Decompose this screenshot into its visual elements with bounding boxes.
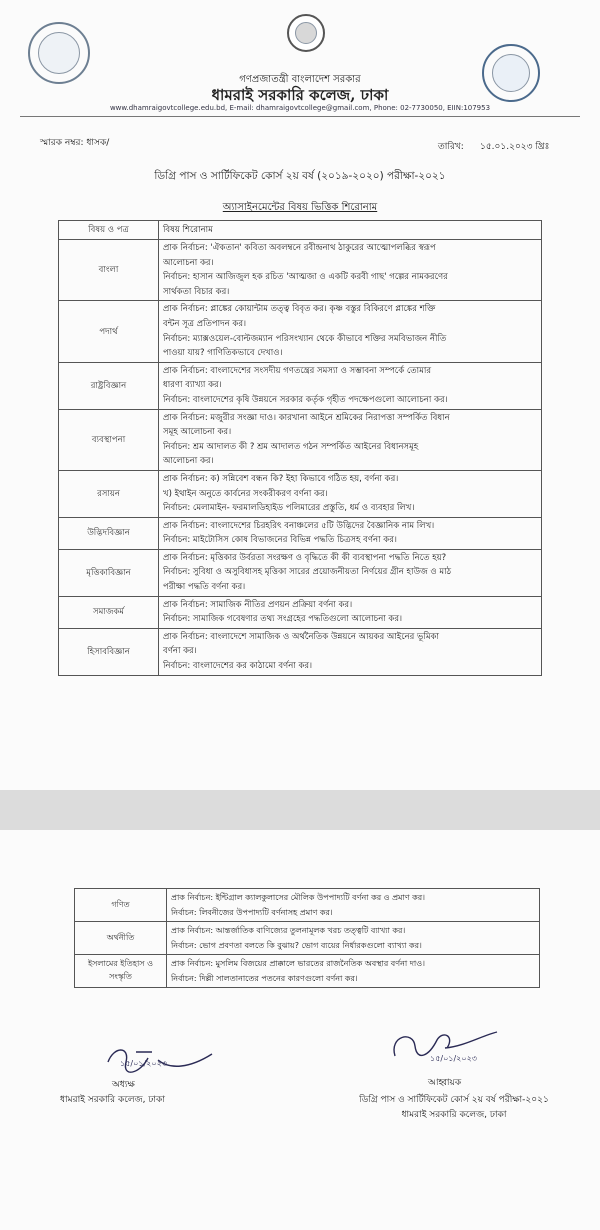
date-label: তারিখ: [438,142,464,152]
principal-title: অধ্যক্ষ [112,1080,135,1090]
table-row [75,889,540,922]
topic-cell [167,922,540,955]
topic-line: প্রাক নির্বাচন: প্লাঙ্কের কোয়ান্টাম তত্ত্ব বিবৃত কর। কৃষ্ণ বস্তুর বিকিরণে প্লাঙ্কের শক্তি [163,304,436,315]
topic-cell [159,301,542,362]
table-row [59,549,542,596]
topic-line: নির্বাচন: বাংলাদেশের কৃষি উন্নয়নে সরকার কর্তৃক গৃহীত পদক্ষেপগুলো আলোচনা কর। [163,394,448,405]
topic-cell [159,517,542,549]
subject-cell: পদার্থ [59,301,159,362]
subject-cell: ইসলামের ইতিহাস ও সংস্কৃতি [75,955,167,988]
page-gap [0,790,600,830]
table-row [59,409,542,470]
topic-cell [159,362,542,409]
topic-line: প্রাক নির্বাচন: 'ঐকতান' কবিতা অবলম্বনে রবীন্দ্রনাথ ঠাকুরের আত্মোপলব্ধির স্বরূপ [163,243,436,253]
subject-cell: গণিত [75,889,167,922]
topic-line: সার্থকতা বিচার কর। [163,286,230,297]
topic-line: খ) ইথাইন অনুতে কার্বনের সংকরীকরণ বর্ণনা কর। [163,488,328,499]
document-page-2 [0,830,600,1230]
principal-sign-date: ১৫/০১/২০২৩ [120,1059,167,1068]
date-value: ১৫.০১.২০২৩ খ্রিঃ [480,142,550,152]
topic-line: বর্ণনা কর। [163,646,197,657]
header-subject: বিষয় ও পত্র [59,221,159,240]
topic-line: প্রাক নির্বাচন: ইন্টিগ্রাল ক্যালকুলাসের মৌলিক উপপাদ্যটি বর্ণনা কর ও প্রমাণ কর। [171,893,426,902]
memo-reference: স্মারক নম্বর: ধাসক/ [40,138,110,148]
table-row [75,922,540,955]
topic-line: নির্বাচন: সামাজিক গবেষণার তথ্য সংগ্রহের পদ্ধতিগুলো আলোচনা কর। [163,614,403,625]
bangladesh-emblem-icon [287,14,325,52]
topic-line: প্রাক নির্বাচন: বাংলাদেশের চিরহরিৎ বনাঞ্চলের ৫টি উদ্ভিদের বৈজ্ঞানিক নাম লিখ। [163,520,435,531]
topic-line: প্রাক নির্বাচন: সামাজিক নীতির প্রণয়ন প্রক্রিয়া বর্ণনা কর। [163,599,353,610]
topic-cell [167,955,540,988]
table-row [59,470,542,517]
topic-cell [159,549,542,596]
subject-cell: হিসাববিজ্ঞান [59,628,159,675]
principal-org: ধামরাই সরকারি কলেজ, ঢাকা [60,1095,165,1105]
topic-line: আলোচনা কর। [163,456,214,467]
subject-cell: উদ্ভিদবিজ্ঞান [59,517,159,549]
convener-title: আহ্বায়ক [428,1078,462,1088]
topic-cell [167,889,540,922]
topic-line: প্রাক নির্বাচন: মুসলিম বিজয়ের প্রাক্কালে ভারতের রাজনৈতিক অবস্থার বর্ণনা দাও। [171,959,425,968]
topic-line: প্রাক নির্বাচন: ক) সন্নিবেশ বন্ধন কি? ইহা কিভাবে গঠিত হয়, বর্ণনা কর। [163,473,399,484]
topic-line: নির্বাচন: লিবনীজের উপপাদ্যটি বর্ণনাসহ প্রমাণ কর। [171,908,333,917]
assignment-table-continued [74,888,540,988]
topic-line: প্রাক নির্বাচন: বাংলাদেশের সংসদীয় গণতন্ত্রের সমস্যা ও সম্ভাবনা সম্পর্কে তোমার [163,365,432,376]
contact-line: www.dhamraigovtcollege.edu.bd, E-mail: dhamraigovtcollege@gmail.com, Phone: 02-7730050, EIIN:107953 [109,104,491,112]
convener-exam-line: ডিগ্রি পাস ও সার্টিফিকেট কোর্স ২য় বর্ষ পরীক্ষা-২০২১ [359,1095,549,1105]
college-name: ধামরাই সরকারি কলেজ, ঢাকা [211,86,389,104]
subject-cell: রাষ্ট্রবিজ্ঞান [59,362,159,409]
table-title: অ্যাসাইনমেন্টের বিষয় ভিত্তিক শিরোনাম [222,202,378,213]
subject-cell: বাংলা [59,240,159,301]
topic-line: নির্বাচন: ভোগ প্রবণতা বলতে কি বুঝায়? ভোগ ব্যয়ের নির্ধারকগুলো ব্যাখ্যা কর। [171,941,422,950]
topic-line: নির্বাচন: শ্রম আদালত কী ? শ্রম আদালত গঠন সম্পর্কিত আইনের বিধানসমূহ [163,441,419,452]
topic-line: নির্বাচন: হাসান আজিজুল হক রচিত 'আত্মজা ও একটি করবী গাছ' গল্পের নামকরণের [163,272,448,283]
topic-line: নির্বাচন: ম্যাক্সওয়েল-বোল্টজম্যান পরিসংখ্যান থেকে কীভাবে শক্তির সমবিভাজন নীতি [163,333,447,344]
convener-sign-date: ১৫/০১/২০২৩ [430,1054,477,1063]
subject-cell: মৃত্তিকাবিজ্ঞান [59,549,159,596]
topic-cell [159,240,542,301]
topic-line: নির্বাচন: সুবিধা ও অসুবিধাসহ মৃত্তিকা সারের প্রয়োজনীয়তা নির্ণয়ের গ্রীন হাউজ ও মাঠ [163,567,452,578]
table-header-row [59,221,542,240]
topic-cell [159,470,542,517]
assignment-table [58,220,542,676]
topic-line: প্রাক নির্বাচন: মজুরীর সংজ্ঞা দাও। কারখানা আইনে শ্রমিকের নিরাপত্তা সম্পর্কিত বিধান [163,412,450,423]
table-row [59,628,542,675]
table-row [59,517,542,549]
topic-line: সমূহ আলোচনা কর। [163,427,232,438]
topic-line: নির্বাচন: মাইটোসিস কোষ বিভাজনের বিভিন্ন পদ্ধতি চিত্রসহ বর্ণনা কর। [163,535,397,546]
government-name: গণপ্রজাতন্ত্রী বাংলাদেশ সরকার [239,74,361,85]
subject-cell: অর্থনীতি [75,922,167,955]
topic-line: প্রাক নির্বাচন: আন্তর্জাতিক বাণিজ্যের তুলনামূলক খরচ তত্ত্বটি ব্যাখ্যা কর। [171,926,406,935]
subject-cell: রসায়ন [59,470,159,517]
exam-subtitle: ডিগ্রি পাস ও সার্টিফিকেট কোর্স ২য় বর্ষ (২০১৯-২০২০) পরীক্ষা-২০২১ [154,170,446,182]
topic-cell [159,409,542,470]
topic-line: নির্বাচন: দিল্লী সালতানাতের পতনের কারণগুলো বর্ণনা কর। [171,974,358,983]
topic-line: প্রাক নির্বাচন: বাংলাদেশে সামাজিক ও অর্থনৈতিক উন্নয়নে আয়কর আইনের ভূমিকা [163,631,439,642]
header-divider [20,116,580,117]
table-row [59,301,542,362]
topic-line: ধারণা ব্যাখ্যা কর। [163,380,222,391]
subject-cell: সমাজকর্ম [59,596,159,628]
topic-line: প্রাক নির্বাচন: মৃত্তিকার উর্বরতা সংরক্ষণ ও বৃদ্ধিতে কী কী ব্যবস্থাপনা পদ্ধতি নিতে হয়? [163,552,447,563]
table-row [59,240,542,301]
topic-line: বন্টন সূত্র প্রতিপাদন কর। [163,318,247,329]
topic-cell [159,596,542,628]
header-topic: বিষয় শিরোনাম [159,221,542,240]
topic-line: নির্বাচন: মেলামাইন- ফরমালডিহাইড পলিমারের প্রস্তুতি, ধর্ম ও ব্যবহার লিখ। [163,503,415,514]
subject-cell: ব্যবস্থাপনা [59,409,159,470]
topic-line: পাওয়া যায়? গাণিতিকভাবে দেখাও। [163,348,283,359]
table-row [59,362,542,409]
table-row [75,955,540,988]
table-row [59,596,542,628]
topic-line: নির্বাচন: বাংলাদেশের কর কাঠামো বর্ণনা কর। [163,661,313,672]
topic-line: পরীক্ষা পদ্ধতি বর্ণনা কর। [163,582,246,593]
convener-org: ধামরাই সরকারি কলেজ, ঢাকা [401,1110,507,1120]
topic-line: আলোচনা কর। [163,257,214,268]
topic-cell [159,628,542,675]
